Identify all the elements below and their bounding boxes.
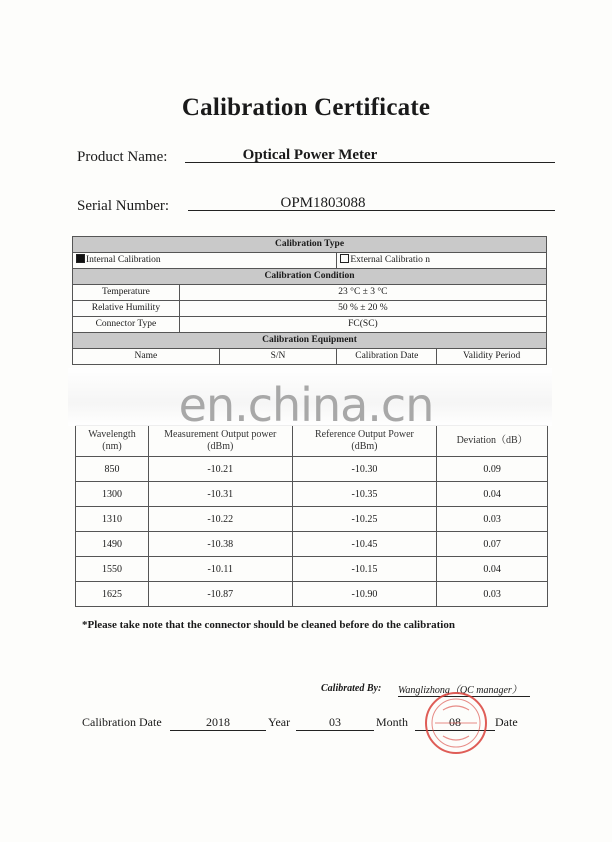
- product-name-label: Product Name:: [77, 149, 168, 165]
- date-month-value: 03: [296, 715, 374, 731]
- calibration-equipment-header: Calibration Equipment: [73, 333, 547, 349]
- wavelength-cell: 1625: [76, 582, 149, 607]
- date-month-label: Month: [376, 715, 409, 729]
- reference-cell: -10.15: [292, 557, 437, 582]
- calibration-condition-header: Calibration Condition: [73, 269, 547, 285]
- watermark-text: en.china.cn: [178, 378, 434, 432]
- wavelength-cell: 1300: [76, 482, 149, 507]
- table-row: [76, 507, 548, 532]
- date-day-label: Date: [495, 715, 518, 729]
- cleaning-note: *Please take note that the connector should be cleaned before do the calibration: [82, 619, 455, 631]
- equipment-column-header: Validity Period: [437, 349, 547, 365]
- deviation-cell: 0.04: [437, 557, 548, 582]
- external-calibration-option: External Calibratio n: [337, 253, 547, 269]
- calibrated-by-name: Wanglizhong（QC manager）: [398, 681, 530, 697]
- internal-calibration-option: Internal Calibration: [73, 253, 337, 269]
- measurement-cell: -10.22: [148, 507, 292, 532]
- deviation-cell: 0.04: [437, 482, 548, 507]
- measurement-header: Measurement Output power (dBm): [148, 426, 292, 457]
- deviation-header: Deviation（dB）: [437, 426, 548, 457]
- reference-cell: -10.30: [292, 457, 437, 482]
- wavelength-cell: 1550: [76, 557, 149, 582]
- deviation-cell: 0.07: [437, 532, 548, 557]
- deviation-cell: 0.03: [437, 507, 548, 532]
- date-year-value: 2018: [170, 715, 266, 731]
- serial-number-label: Serial Number:: [77, 198, 170, 214]
- reference-header: Reference Output Power (dBm): [292, 426, 437, 457]
- measurement-cell: -10.11: [148, 557, 292, 582]
- reference-cell: -10.35: [292, 482, 437, 507]
- product-name-value: Optical Power Meter: [242, 147, 378, 163]
- deviation-cell: 0.03: [437, 582, 548, 607]
- reference-cell: -10.45: [292, 532, 437, 557]
- results-table: [75, 425, 548, 607]
- condition-label: Connector Type: [73, 317, 180, 333]
- checkbox-checked-icon: [76, 254, 85, 263]
- condition-value: 50 % ± 20 %: [179, 301, 546, 317]
- table-row: [76, 557, 548, 582]
- condition-value: 23 °C ± 3 °C: [179, 285, 546, 301]
- condition-value: FC(SC): [179, 317, 546, 333]
- calibrated-by-label: Calibrated By:: [321, 683, 382, 694]
- equipment-column-header: Name: [73, 349, 220, 365]
- deviation-cell: 0.09: [437, 457, 548, 482]
- table-row: [76, 532, 548, 557]
- serial-number-value: OPM1803088: [280, 195, 366, 211]
- table-row: [76, 482, 548, 507]
- table-row: [76, 457, 548, 482]
- equipment-column-header: S/N: [219, 349, 337, 365]
- measurement-cell: -10.21: [148, 457, 292, 482]
- wavelength-cell: 1310: [76, 507, 149, 532]
- table-row: [76, 582, 548, 607]
- measurement-cell: -10.87: [148, 582, 292, 607]
- condition-label: Temperature: [73, 285, 180, 301]
- equipment-column-header: Calibration Date: [337, 349, 437, 365]
- calibration-date-label: Calibration Date: [82, 715, 162, 729]
- calibration-type-header: Calibration Type: [73, 237, 547, 253]
- condition-label: Relative Humility: [73, 301, 180, 317]
- date-year-label: Year: [268, 715, 291, 729]
- wavelength-cell: 850: [76, 457, 149, 482]
- wavelength-cell: 1490: [76, 532, 149, 557]
- calibration-info-table: [72, 236, 547, 365]
- reference-cell: -10.90: [292, 582, 437, 607]
- certificate-title: Calibration Certificate: [181, 94, 431, 121]
- qc-stamp-icon: [421, 688, 491, 758]
- wavelength-header: Wavelength (nm): [76, 426, 149, 457]
- checkbox-empty-icon: [340, 254, 349, 263]
- date-day-value: 08: [415, 715, 495, 731]
- reference-cell: -10.25: [292, 507, 437, 532]
- measurement-cell: -10.31: [148, 482, 292, 507]
- measurement-cell: -10.38: [148, 532, 292, 557]
